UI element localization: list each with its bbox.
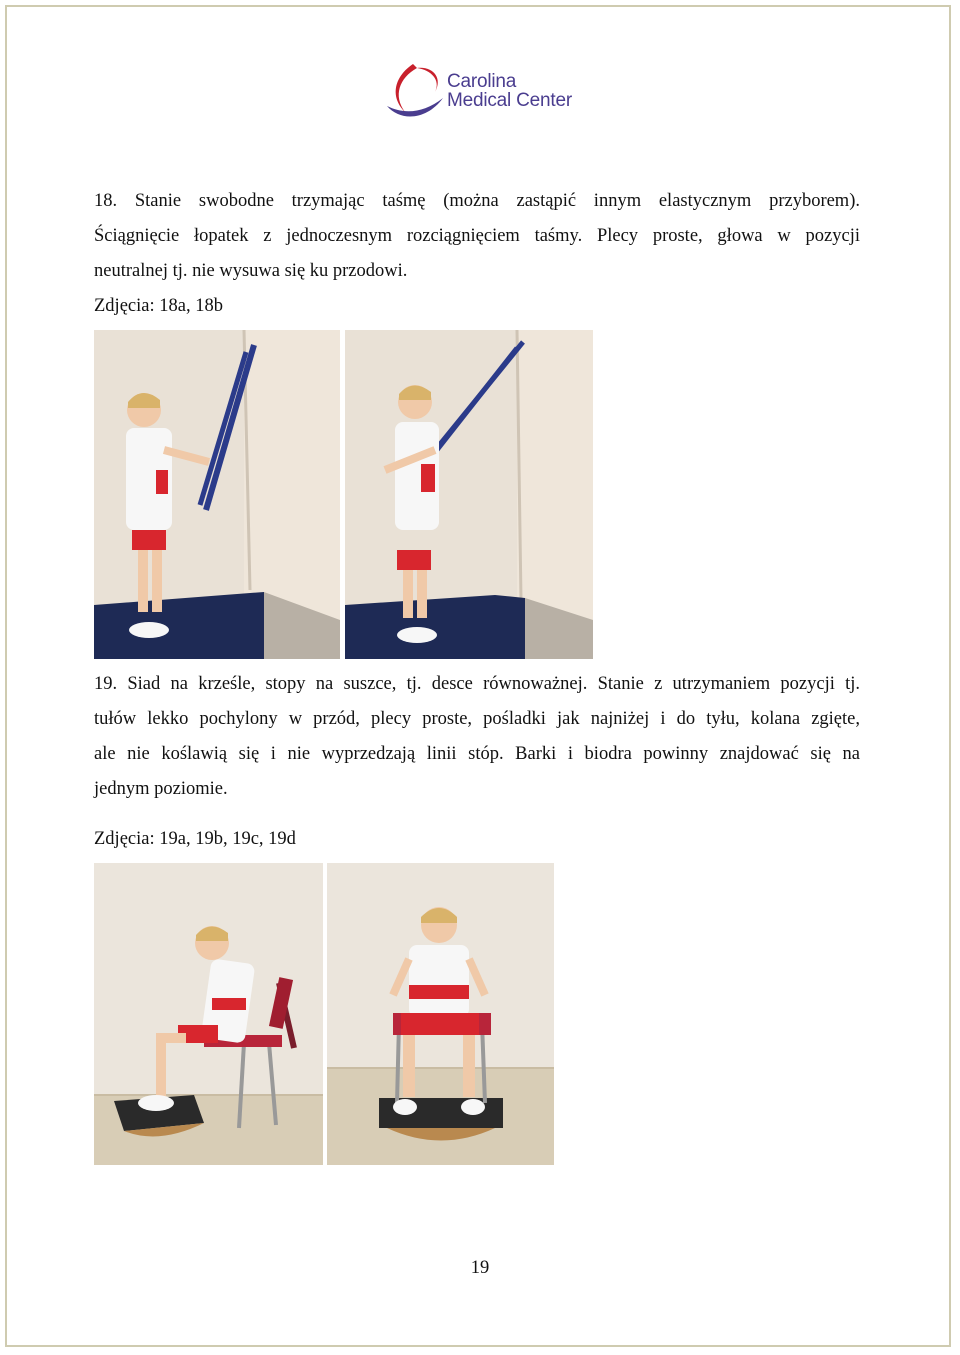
ex19-photos-caption: Zdjęcia: 19a, 19b, 19c, 19d (94, 829, 296, 849)
photo-18b (345, 330, 593, 659)
logo-line2: Medical Center (447, 90, 572, 111)
logo-swoosh-icon (383, 62, 447, 122)
ex18-photos-caption: Zdjęcia: 18a, 18b (94, 296, 223, 316)
logo-line1: Carolina (447, 71, 517, 92)
exercise-19-description (94, 667, 860, 807)
ex19-line2: tułów lekko pochylony w przód, plecy proste, pośladki jak najniżej i do tyłu, kolana zgięte, (94, 709, 860, 729)
ex18-line1: 18. Stanie swobodne trzymając taśmę (można zastąpić innym elastycznym przyborem). (94, 191, 860, 211)
page-number: 19 (470, 1258, 490, 1278)
logo-text (447, 72, 572, 110)
ex19-line4: jednym poziomie. (94, 779, 228, 799)
exercise-18-description (94, 184, 860, 324)
photo-19b (327, 863, 554, 1165)
ex18-line3: neutralnej tj. nie wysuwa się ku przodowi. (94, 261, 408, 281)
ex19-line3: ale nie koślawią się i nie wyprzedzają linii stóp. Barki i biodra powinny znajdować się na (94, 744, 860, 764)
ex18-line2: Ściągnięcie łopatek z jednoczesnym rozciągnięciem taśmy. Plecy proste, głowa w pozycji (94, 226, 860, 246)
photo-19a (94, 863, 323, 1165)
carolina-medical-center-logo (383, 62, 583, 122)
photo-18a (94, 330, 340, 659)
ex19-line1: 19. Siad na krześle, stopy na suszce, tj. desce równoważnej. Stanie z utrzymaniem pozycji tj. (94, 674, 860, 694)
